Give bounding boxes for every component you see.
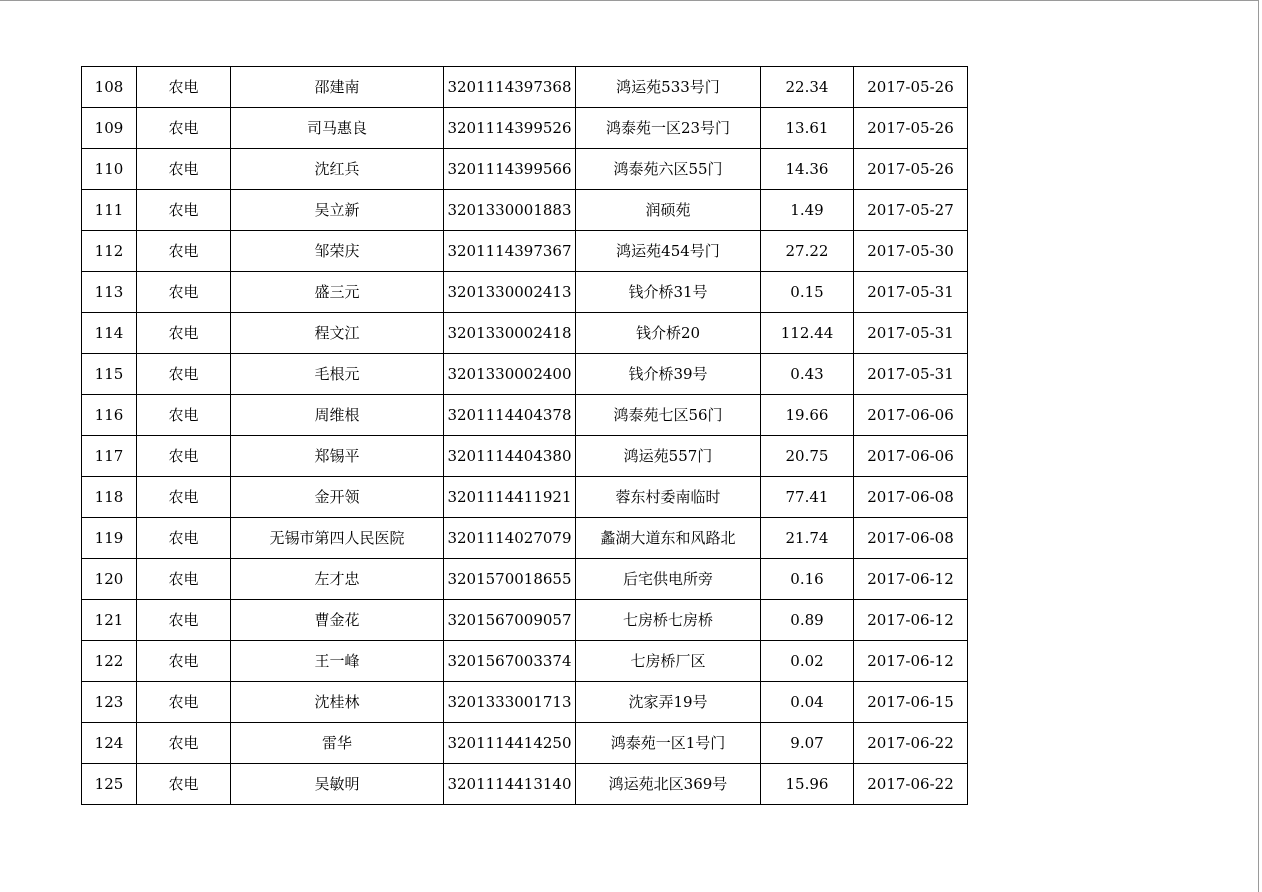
cell-account: 3201567003374 (444, 641, 576, 682)
cell-account: 3201114027079 (444, 518, 576, 559)
cell-seq: 116 (82, 395, 137, 436)
cell-type: 农电 (137, 641, 231, 682)
cell-seq: 112 (82, 231, 137, 272)
cell-account: 3201570018655 (444, 559, 576, 600)
cell-amount: 0.16 (761, 559, 854, 600)
cell-account: 3201114397368 (444, 67, 576, 108)
cell-amount: 22.34 (761, 67, 854, 108)
cell-amount: 19.66 (761, 395, 854, 436)
cell-seq: 122 (82, 641, 137, 682)
cell-type: 农电 (137, 395, 231, 436)
cell-date: 2017-06-22 (854, 723, 968, 764)
cell-address: 鸿泰苑六区55门 (576, 149, 761, 190)
cell-amount: 21.74 (761, 518, 854, 559)
cell-account: 3201330002400 (444, 354, 576, 395)
cell-seq: 110 (82, 149, 137, 190)
cell-amount: 0.43 (761, 354, 854, 395)
cell-amount: 1.49 (761, 190, 854, 231)
cell-account: 3201567009057 (444, 600, 576, 641)
cell-name: 邹荣庆 (231, 231, 444, 272)
cell-name: 司马惠良 (231, 108, 444, 149)
cell-date: 2017-06-12 (854, 600, 968, 641)
cell-type: 农电 (137, 67, 231, 108)
table-row (82, 354, 968, 395)
cell-date: 2017-05-26 (854, 67, 968, 108)
cell-address: 鸿泰苑七区56门 (576, 395, 761, 436)
cell-name: 毛根元 (231, 354, 444, 395)
cell-type: 农电 (137, 682, 231, 723)
cell-account: 3201330001883 (444, 190, 576, 231)
cell-address: 七房桥厂区 (576, 641, 761, 682)
cell-seq: 111 (82, 190, 137, 231)
table-row (82, 67, 968, 108)
records-table-body (82, 67, 968, 805)
table-row (82, 600, 968, 641)
cell-account: 3201114414250 (444, 723, 576, 764)
cell-date: 2017-06-06 (854, 395, 968, 436)
cell-amount: 0.15 (761, 272, 854, 313)
cell-date: 2017-05-26 (854, 108, 968, 149)
cell-date: 2017-06-15 (854, 682, 968, 723)
cell-address: 七房桥七房桥 (576, 600, 761, 641)
cell-address: 蠡湖大道东和风路北 (576, 518, 761, 559)
cell-account: 3201333001713 (444, 682, 576, 723)
cell-seq: 113 (82, 272, 137, 313)
records-table (81, 66, 968, 805)
table-row (82, 682, 968, 723)
cell-type: 农电 (137, 272, 231, 313)
cell-address: 鸿运苑北区369号 (576, 764, 761, 805)
cell-amount: 77.41 (761, 477, 854, 518)
cell-account: 3201114411921 (444, 477, 576, 518)
cell-name: 沈桂林 (231, 682, 444, 723)
cell-seq: 115 (82, 354, 137, 395)
cell-date: 2017-05-31 (854, 354, 968, 395)
cell-name: 曹金花 (231, 600, 444, 641)
cell-name: 程文江 (231, 313, 444, 354)
cell-address: 沈家弄19号 (576, 682, 761, 723)
table-row (82, 395, 968, 436)
cell-amount: 0.04 (761, 682, 854, 723)
cell-amount: 0.89 (761, 600, 854, 641)
cell-name: 无锡市第四人民医院 (231, 518, 444, 559)
cell-account: 3201114404380 (444, 436, 576, 477)
cell-account: 3201114399566 (444, 149, 576, 190)
cell-account: 3201114399526 (444, 108, 576, 149)
cell-date: 2017-05-31 (854, 313, 968, 354)
cell-type: 农电 (137, 600, 231, 641)
cell-date: 2017-06-06 (854, 436, 968, 477)
cell-type: 农电 (137, 149, 231, 190)
cell-type: 农电 (137, 313, 231, 354)
cell-address: 鸿运苑533号门 (576, 67, 761, 108)
cell-address: 润硕苑 (576, 190, 761, 231)
cell-address: 后宅供电所旁 (576, 559, 761, 600)
cell-name: 吴立新 (231, 190, 444, 231)
cell-amount: 20.75 (761, 436, 854, 477)
cell-address: 鸿运苑557门 (576, 436, 761, 477)
cell-date: 2017-06-12 (854, 559, 968, 600)
cell-seq: 121 (82, 600, 137, 641)
cell-seq: 117 (82, 436, 137, 477)
table-row (82, 313, 968, 354)
cell-date: 2017-05-31 (854, 272, 968, 313)
cell-name: 邵建南 (231, 67, 444, 108)
cell-seq: 109 (82, 108, 137, 149)
table-row (82, 764, 968, 805)
cell-date: 2017-05-26 (854, 149, 968, 190)
cell-seq: 123 (82, 682, 137, 723)
table-row (82, 723, 968, 764)
cell-account: 3201114397367 (444, 231, 576, 272)
cell-account: 3201114413140 (444, 764, 576, 805)
table-row (82, 559, 968, 600)
cell-account: 3201330002413 (444, 272, 576, 313)
table-row (82, 231, 968, 272)
cell-address: 蓉东村委南临时 (576, 477, 761, 518)
table-row (82, 641, 968, 682)
cell-type: 农电 (137, 559, 231, 600)
cell-date: 2017-05-27 (854, 190, 968, 231)
cell-name: 左才忠 (231, 559, 444, 600)
cell-name: 王一峰 (231, 641, 444, 682)
cell-name: 盛三元 (231, 272, 444, 313)
cell-type: 农电 (137, 231, 231, 272)
cell-date: 2017-06-22 (854, 764, 968, 805)
cell-type: 农电 (137, 190, 231, 231)
cell-seq: 119 (82, 518, 137, 559)
cell-type: 农电 (137, 723, 231, 764)
cell-name: 雷华 (231, 723, 444, 764)
cell-type: 农电 (137, 436, 231, 477)
cell-name: 郑锡平 (231, 436, 444, 477)
cell-name: 吴敏明 (231, 764, 444, 805)
cell-type: 农电 (137, 477, 231, 518)
cell-address: 钱介桥39号 (576, 354, 761, 395)
table-row (82, 518, 968, 559)
table-row (82, 190, 968, 231)
cell-amount: 13.61 (761, 108, 854, 149)
cell-amount: 112.44 (761, 313, 854, 354)
cell-address: 钱介桥20 (576, 313, 761, 354)
cell-address: 鸿运苑454号门 (576, 231, 761, 272)
cell-name: 金开领 (231, 477, 444, 518)
cell-seq: 118 (82, 477, 137, 518)
cell-seq: 108 (82, 67, 137, 108)
cell-type: 农电 (137, 764, 231, 805)
cell-account: 3201330002418 (444, 313, 576, 354)
cell-address: 钱介桥31号 (576, 272, 761, 313)
table-row (82, 436, 968, 477)
table-row (82, 272, 968, 313)
cell-address: 鸿泰苑一区1号门 (576, 723, 761, 764)
cell-seq: 125 (82, 764, 137, 805)
cell-amount: 9.07 (761, 723, 854, 764)
table-row (82, 149, 968, 190)
table-row (82, 108, 968, 149)
cell-type: 农电 (137, 354, 231, 395)
cell-date: 2017-06-12 (854, 641, 968, 682)
cell-name: 周维根 (231, 395, 444, 436)
cell-account: 3201114404378 (444, 395, 576, 436)
cell-amount: 0.02 (761, 641, 854, 682)
cell-amount: 15.96 (761, 764, 854, 805)
cell-address: 鸿泰苑一区23号门 (576, 108, 761, 149)
cell-date: 2017-05-30 (854, 231, 968, 272)
cell-seq: 124 (82, 723, 137, 764)
cell-amount: 27.22 (761, 231, 854, 272)
cell-date: 2017-06-08 (854, 477, 968, 518)
cell-type: 农电 (137, 108, 231, 149)
cell-type: 农电 (137, 518, 231, 559)
cell-amount: 14.36 (761, 149, 854, 190)
cell-name: 沈红兵 (231, 149, 444, 190)
cell-date: 2017-06-08 (854, 518, 968, 559)
table-row (82, 477, 968, 518)
cell-seq: 120 (82, 559, 137, 600)
cell-seq: 114 (82, 313, 137, 354)
